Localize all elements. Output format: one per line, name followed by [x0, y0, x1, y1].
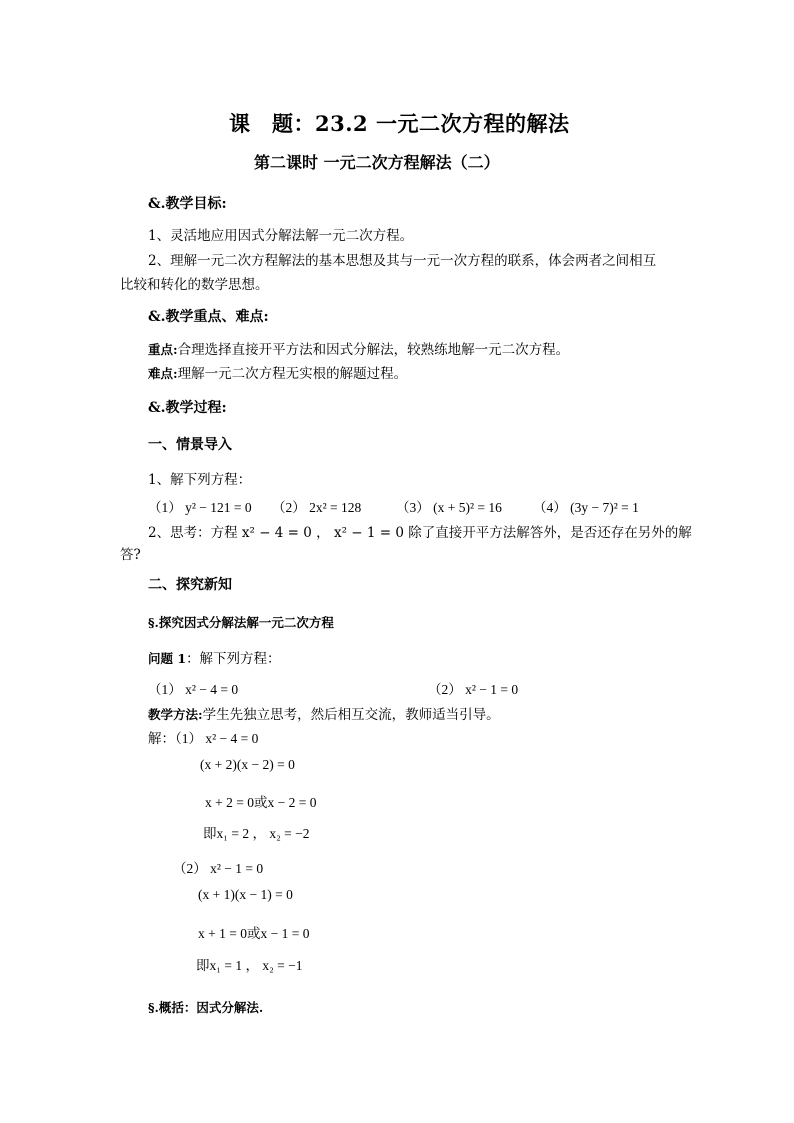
difficulty-label: 难点: [148, 366, 178, 381]
page-subtitle: 第二课时 一元二次方程解法（二） [254, 153, 500, 172]
solution-2-heading: （2） x² − 1 = 0 [173, 861, 264, 876]
difficulty-text: 理解一元二次方程无实根的解题过程。 [177, 366, 408, 382]
focus-text: 合理选择直接开平方法和因式分解法，较熟练地解一元二次方程。 [177, 342, 570, 358]
focus-label: 重点: [148, 342, 178, 357]
intro-equation-4: （4） (3y − 7)² = 1 [533, 500, 639, 515]
objectives-heading: &.教学目标: [148, 196, 227, 212]
method-line [148, 703, 500, 723]
problem-line [148, 647, 281, 667]
difficulty-line [148, 362, 407, 382]
intro-heading: 一、情景导入 [148, 437, 232, 453]
solution-2-step-1: (x + 1)(x − 1) = 0 [198, 887, 293, 902]
summary-line: §.概括：因式分解法. [148, 1000, 264, 1015]
objective-item-2-line-2: 比较和转化的数学思想。 [120, 277, 269, 293]
intro-task: 1、解下列方程： [148, 472, 252, 488]
problem-label: 问题 1 [148, 651, 187, 666]
solution-2-step-2: x + 1 = 0或x − 1 = 0 [198, 926, 310, 941]
solution-1-step-3: 即x₁ = 2 ， x₂ = −2 [203, 826, 310, 841]
objective-item-1: 1、灵活地应用因式分解法解一元二次方程。 [148, 228, 414, 244]
solution-intro: 解：（1） x² − 4 = 0 [148, 731, 259, 746]
problem-equation-2: （2） x² − 1 = 0 [428, 682, 519, 697]
focus-line [148, 338, 569, 358]
objective-item-2-line-1: 2、理解一元二次方程解法的基本思想及其与一元一次方程的联系，体会两者之间相互 [148, 253, 657, 269]
think-line-2: 答? [120, 547, 141, 563]
page-title: 课 题：23.2 一元二次方程的解法 [229, 111, 570, 136]
intro-equation-2: （2） 2x² = 128 [272, 500, 362, 515]
problem-text: ：解下列方程： [186, 651, 281, 667]
method-label: 教学方法: [148, 707, 203, 722]
solution-1-step-2: x + 2 = 0或x − 2 = 0 [205, 795, 317, 810]
key-points-heading: &.教学重点、难点: [148, 309, 269, 325]
intro-equation-1: （1） y² − 121 = 0 [148, 500, 252, 515]
think-line-1: 2、思考：方程 x² − 4 = 0 ， x² − 1 = 0 除了直接开平方法解答外，是否还存在另外的解 [148, 525, 692, 541]
solution-1-step-1: (x + 2)(x − 2) = 0 [200, 757, 295, 772]
process-heading: &.教学过程: [148, 400, 227, 416]
explore-sub-heading: §.探究因式分解法解一元二次方程 [148, 615, 334, 630]
problem-equation-1: （1） x² − 4 = 0 [148, 682, 239, 697]
solution-2-step-3: 即x₁ = 1 ， x₂ = −1 [196, 958, 303, 973]
explore-heading: 二、探究新知 [148, 577, 232, 593]
method-text: 学生先独立思考，然后相互交流，教师适当引导。 [202, 707, 500, 723]
intro-equation-3: （3） (x + 5)² = 16 [396, 500, 502, 515]
